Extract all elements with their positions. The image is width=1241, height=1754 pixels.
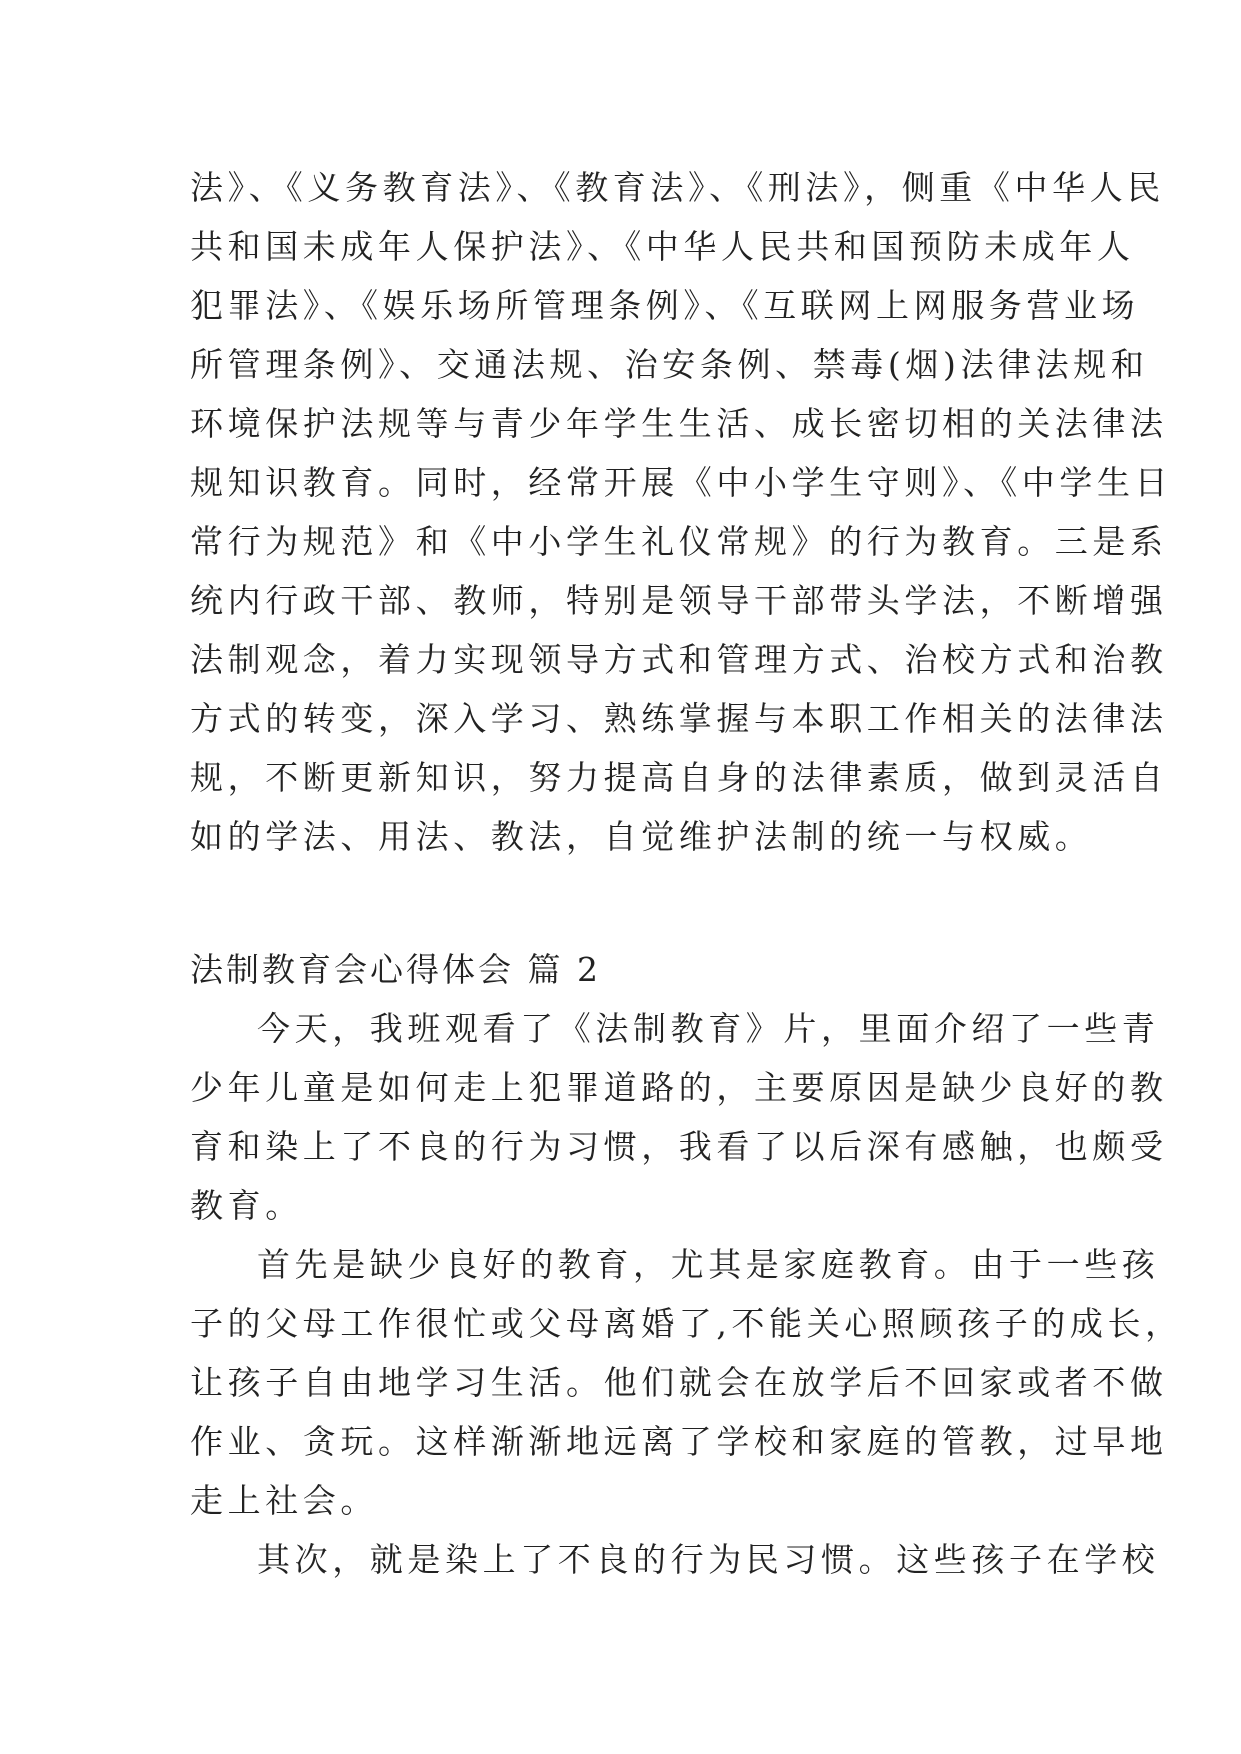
text-line: 育和染上了不良的行为习惯，我看了以后深有感触，也颇受 (190, 1127, 1168, 1166)
text-line: 法制观念，着力实现领导方式和管理方式、治校方式和治教 (190, 640, 1168, 679)
text-line: 教育。 (190, 1186, 303, 1225)
text-line: 犯罪法》、《娱乐场所管理条例》、《互联网上网服务营业场 (190, 286, 1140, 325)
section-heading: 法制教育会心得体会 篇 2 (190, 950, 601, 989)
paragraph-intro (190, 999, 1168, 1235)
text-line: 环境保护法规等与青少年学生生活、成长密切相的关法律法 (190, 404, 1168, 443)
text-line: 少年儿童是如何走上犯罪道路的，主要原因是缺少良好的教 (190, 1068, 1168, 1107)
text-line: 共和国未成年人保护法》、《中华人民共和国预防未成年人 (190, 227, 1135, 266)
text-line: 所管理条例》、交通法规、治安条例、禁毒(烟)法律法规和 (190, 345, 1149, 384)
text-line: 其次，就是染上了不良的行为民习惯。这些孩子在学校 (257, 1540, 1160, 1579)
text-line: 走上社会。 (190, 1481, 378, 1520)
text-line: 规，不断更新知识，努力提高自身的法律素质，做到灵活自 (190, 758, 1168, 797)
text-line: 让孩子自由地学习生活。他们就会在放学后不回家或者不做 (190, 1363, 1168, 1402)
document-body (190, 158, 1183, 1589)
paragraph-first-reason (190, 1235, 1183, 1530)
paragraph-second-reason (190, 1530, 1160, 1589)
text-line: 如的学法、用法、教法，自觉维护法制的统一与权威。 (190, 817, 1093, 856)
text-line: 首先是缺少良好的教育，尤其是家庭教育。由于一些孩 (257, 1245, 1160, 1284)
text-line: 子的父母工作很忙或父母离婚了,不能关心照顾孩子的成长， (190, 1304, 1183, 1343)
text-line: 规知识教育。同时，经常开展《中小学生守则》、《中学生日 (190, 463, 1173, 502)
text-line: 方式的转变，深入学习、熟练掌握与本职工作相关的法律法 (190, 699, 1168, 738)
text-line: 今天，我班观看了《法制教育》片，里面介绍了一些青 (257, 1009, 1160, 1048)
section-spacer (190, 866, 1058, 940)
text-line: 法》、《义务教育法》、《教育法》、《刑法》，侧重《中华人民 (190, 168, 1165, 207)
text-line: 常行为规范》和《中小学生礼仪常规》的行为教育。三是系 (190, 522, 1168, 561)
paragraph-continued (190, 158, 1173, 866)
text-line: 统内行政干部、教师，特别是领导干部带头学法，不断增强 (190, 581, 1168, 620)
text-line: 作业、贪玩。这样渐渐地远离了学校和家庭的管教，过早地 (190, 1422, 1168, 1461)
